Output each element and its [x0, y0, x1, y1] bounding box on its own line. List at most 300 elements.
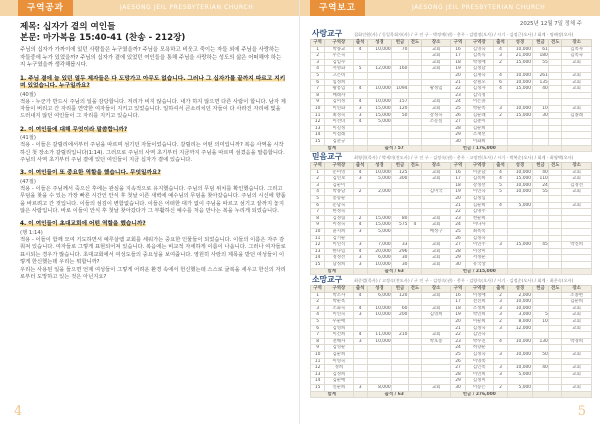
table-cell: 3 [493, 105, 507, 112]
table-cell: 22 [451, 209, 465, 216]
question-4-answer: 적용 - 이들이 함께 모여 기도하면서 예루살렘 교회를 세워가는 중요한 인물들이 되었습니다. 이들의 이름은 자주 감춰져 있습니다. 여자들로 그렇게 표현되어져 있습니다. 복음에는 비교적 자세하게 이름이 나옵니다. 그러나 여자들로 표시되는 경우가 많습니다. 초대교회에서 여성도들의 중요성을 보여줍니다. 영원히 사랑의 제목을 받던 여성들이 이렇게 한신했는데 우리는 뭐합니까? [20, 236, 286, 266]
table-cell: 5,000 [367, 119, 391, 126]
table-cell: 5 [493, 182, 507, 189]
table-cell: 김순희 [325, 351, 353, 358]
column-header: 헌금 [392, 163, 409, 170]
table-cell: 1 [311, 46, 325, 53]
district-report-table [310, 285, 592, 398]
table-cell [532, 358, 549, 365]
table-cell [408, 325, 421, 332]
table-cell [353, 53, 367, 60]
table-cell: 30 [451, 138, 465, 145]
table-cell: 교회 [562, 59, 592, 66]
table-cell: 서명화 [325, 66, 353, 73]
table-cell: 교회 [421, 305, 451, 312]
table-cell [408, 202, 421, 209]
table-cell: 고은비 [325, 72, 353, 79]
table-cell [549, 312, 562, 319]
table-cell: 3 [493, 312, 507, 319]
table-cell: 4 [493, 176, 507, 183]
table-cell: 13 [311, 125, 325, 132]
table-cell [508, 345, 532, 352]
table-cell: 1 [311, 292, 325, 299]
table-cell: 17 [451, 299, 465, 306]
district-report-table [310, 39, 592, 152]
question-2-text: 2. 이 여인들에 대해 무엇이라 말씀합니까? [20, 126, 128, 133]
table-cell: 교회 [562, 318, 592, 325]
question-1-answer: 적용 - 누군가 반드시 주님의 일을 감당합니다. 저리가 비지 않습니다. 내가 하지 않으면 다른 사람이 합니다. 남자 제자들이 버리고 간 자리를 연약한 여자들이 지키고 있었습니다. 일하셔서 큰소리치던 자들이 다 사라진 자리에 빛을 드러내지 않던 여인들이 그 자리를 지키고 있습니다. [20, 98, 286, 120]
table-cell: 3 [353, 242, 367, 249]
table-cell: 1094 [392, 86, 409, 93]
table-cell [493, 99, 507, 106]
table-cell: 10,000 [367, 99, 391, 106]
sermon-closing: 우리는 사용된 일을 들으면 언제 여성들이 그렇게 어려운 환경 속에서 헌신했는데 스스로 굴복을 세우고 한신의 자리로부터 도망하고 있는 것은 아닌지요? [20, 266, 286, 280]
table-cell [367, 59, 391, 66]
table-cell: 28 [451, 248, 465, 255]
table-cell [549, 325, 562, 332]
table-cell: 1 [311, 169, 325, 176]
table-cell: 5,000 [367, 176, 391, 183]
column-header: 구역장 [325, 40, 353, 47]
table-cell [392, 325, 409, 332]
table-cell [353, 202, 367, 209]
table-cell: 김정림 [325, 215, 353, 222]
table-cell: 11,000 [367, 332, 391, 339]
table-cell [532, 195, 549, 202]
table-cell: 12,000 [508, 325, 532, 332]
table-cell [493, 378, 507, 385]
table-cell [493, 66, 507, 73]
table-cell [408, 242, 421, 249]
table-cell: 3 [353, 255, 367, 262]
table-cell [353, 79, 367, 86]
table-cell: 14 [311, 378, 325, 385]
table-cell: 9 [311, 222, 325, 229]
question-4-text: 4. 이 여인들이 초대교회에 어떤 역할을 했습니까? [20, 221, 146, 228]
table-cell [549, 299, 562, 306]
column-header: 구역장 [325, 286, 353, 293]
table-cell [493, 125, 507, 132]
table-cell [562, 92, 592, 99]
table-cell [353, 345, 367, 352]
table-cell [493, 345, 507, 352]
table-cell [532, 305, 549, 312]
table-cell [493, 358, 507, 365]
table-cell [367, 138, 391, 145]
table-cell: 배례자 [325, 92, 353, 99]
table-cell [353, 235, 367, 242]
right-page [300, 0, 600, 424]
table-cell [493, 332, 507, 339]
table-cell: 10,000 [508, 169, 532, 176]
table-cell: 2,000 [508, 292, 532, 299]
table-cell [367, 125, 391, 132]
table-cell: 19 [451, 189, 465, 196]
table-cell [367, 209, 391, 216]
column-header: 구역 [451, 163, 465, 170]
table-cell [508, 125, 532, 132]
table-cell [353, 125, 367, 132]
table-cell [562, 332, 592, 339]
table-cell: 교회 [562, 371, 592, 378]
column-header: 헌금 [532, 286, 549, 293]
table-cell [408, 345, 421, 352]
table-cell: 18 [451, 305, 465, 312]
district-staff: 최준렬(목사) / 고정숙(전도사) / 구 인 구 · 김정숙(권) · 총무 · 김양숙(오사) / 시기 · 김정순(오사) / 회계 · 최은숙(오사) [354, 278, 574, 283]
total-cell: 합계 [311, 268, 354, 275]
table-cell [508, 248, 532, 255]
table-cell [392, 202, 409, 209]
table-cell: 3 [311, 305, 325, 312]
table-cell [532, 99, 549, 106]
table-cell [508, 235, 532, 242]
table-cell [367, 182, 391, 189]
table-row [311, 305, 592, 312]
table-cell [392, 358, 409, 365]
table-cell: 26 [451, 358, 465, 365]
table-cell [532, 384, 549, 391]
table-cell: 19 [451, 66, 465, 73]
table-cell [421, 182, 451, 189]
table-cell: 교회 [421, 242, 451, 249]
table-cell: 4 [353, 292, 367, 299]
table-cell [408, 209, 421, 216]
table-cell [562, 261, 592, 268]
table-cell [508, 138, 532, 145]
table-cell: 29 [451, 132, 465, 139]
table-row [311, 66, 592, 73]
table-cell: 28 [451, 125, 465, 132]
table-cell: 3 [493, 325, 507, 332]
table-cell: 200 [392, 312, 409, 319]
table-cell: 4 [353, 169, 367, 176]
column-header: 구역 [311, 40, 325, 47]
table-cell [508, 255, 532, 262]
column-header: 장소 [562, 163, 592, 170]
question-2-answer: 적용 - 이들은 갈릴리에서부터 주님을 따르며 섬기던 자들이었습니다. 갈릴리는 어떤 의미입니까? 복음 사역을 시작하신 첫 장소가 갈릴리입니다(1:14). 그러므로 주님의 사역 초기부터 지금까지 주님을 따르며 섬겼음을 말씀합니다. 주님의 사역 초기부터 주님 곁에 있던 여인들이 지금 십자가 곁에 있습니다. [20, 142, 285, 164]
table-cell: 50 [392, 112, 409, 119]
table-cell: 남정희 [325, 261, 353, 268]
table-cell: 교회 [421, 53, 451, 60]
table-cell: 조종현 [562, 292, 592, 299]
table-cell [508, 209, 532, 216]
table-cell [392, 119, 409, 126]
table-cell [392, 53, 409, 60]
table-cell [408, 365, 421, 372]
table-cell [353, 209, 367, 216]
table-cell: 13 [311, 371, 325, 378]
table-cell: 이정애 [465, 292, 493, 299]
table-cell: 김정미 [465, 378, 493, 385]
table-cell: 11 [311, 358, 325, 365]
column-header: 전도 [408, 40, 421, 47]
table-cell: 7 [311, 332, 325, 339]
table-cell: 9 [311, 99, 325, 106]
table-cell [549, 195, 562, 202]
table-cell [421, 378, 451, 385]
column-header: 장소 [562, 286, 592, 293]
table-cell [408, 378, 421, 385]
table-cell: 김정자 [465, 86, 493, 93]
table-cell: 이영옥 [465, 358, 493, 365]
table-cell: 2 [311, 53, 325, 60]
table-cell: 60 [392, 305, 409, 312]
question-1-text: 1. 주님 곁에 늘 있던 열두 제자들은 다 도망가고 아무도 없습니다. 그러나 그 십자가를 끝까지 따르고 지키며 있었습니다. 누구일까요? [20, 75, 286, 90]
total-cell [508, 391, 532, 398]
table-cell [549, 169, 562, 176]
table-cell [392, 59, 409, 66]
table-cell [549, 292, 562, 299]
table-cell: 8,000 [367, 384, 391, 391]
table-cell [392, 209, 409, 216]
question-3 [20, 170, 286, 177]
table-cell [367, 79, 391, 86]
table-cell [367, 299, 391, 306]
table-cell [421, 358, 451, 365]
table-cell: 7 [311, 86, 325, 93]
table-cell: 천순희 [465, 215, 493, 222]
table-cell: 김미국 [421, 189, 451, 196]
table-cell: 14 [311, 132, 325, 139]
table-cell: 강정숙 [421, 112, 451, 119]
table-cell: 17 [451, 53, 465, 60]
table-row [311, 79, 592, 86]
table-cell [367, 378, 391, 385]
table-cell: 25 [451, 105, 465, 112]
table-cell: 4 [493, 169, 507, 176]
total-cell: 합계 [311, 145, 354, 152]
table-cell: 10 [311, 351, 325, 358]
table-cell [392, 299, 409, 306]
table-cell [493, 228, 507, 235]
table-cell: 120 [392, 292, 409, 299]
table-cell: 우은숙 [325, 53, 353, 60]
table-cell: 3 [493, 371, 507, 378]
table-cell: 김복희 [465, 176, 493, 183]
table-row [311, 261, 592, 268]
table-cell [392, 79, 409, 86]
table-cell: 10,000 [508, 182, 532, 189]
district-table-love [310, 28, 592, 152]
district-heading [310, 274, 592, 285]
question-4-ref: (행 1:14) [20, 229, 43, 236]
table-cell: 33 [392, 242, 409, 249]
table-cell [392, 378, 409, 385]
total-cell [562, 391, 592, 398]
table-cell: 10,000 [367, 261, 391, 268]
table-row [311, 365, 592, 372]
table-cell: 10,000 [508, 365, 532, 372]
table-cell: 10,000 [508, 299, 532, 306]
table-cell: 6 [493, 79, 507, 86]
table-cell: 22 [451, 86, 465, 93]
table-cell [549, 318, 562, 325]
table-cell [549, 53, 562, 60]
table-cell: 이영숙 [325, 358, 353, 365]
table-cell: 5 [311, 72, 325, 79]
table-cell: 160 [392, 66, 409, 73]
table-cell: 300 [392, 176, 409, 183]
table-cell: 김옥자 [562, 46, 592, 53]
table-cell: 16 [451, 46, 465, 53]
column-header: 헌금 [392, 286, 409, 293]
table-cell: 4 [408, 222, 421, 229]
table-cell [508, 222, 532, 229]
table-cell: 3 [493, 365, 507, 372]
table-cell: 3 [353, 312, 367, 319]
table-cell: 김정남 [465, 66, 493, 73]
table-cell: 김순희 [465, 202, 493, 209]
table-cell [421, 202, 451, 209]
table-cell [408, 292, 421, 299]
table-cell [508, 195, 532, 202]
table-cell [549, 92, 562, 99]
table-cell: 10,000 [367, 305, 391, 312]
table-cell [549, 235, 562, 242]
table-cell: 교회 [562, 72, 592, 79]
table-cell [421, 209, 451, 216]
column-header: 구역장 [325, 163, 353, 170]
table-cell [493, 248, 507, 255]
table-cell [549, 119, 562, 126]
table-cell: 3 [353, 176, 367, 183]
column-header: 구역 [311, 286, 325, 293]
table-cell: 55 [532, 189, 549, 196]
table-cell: 10,000 [508, 46, 532, 53]
table-cell: 교회 [562, 312, 592, 319]
table-cell: 강정선 [465, 182, 493, 189]
table-cell: 30 [392, 261, 409, 268]
table-cell: 130 [532, 338, 549, 345]
table-cell: 교회 [421, 384, 451, 391]
table-cell [508, 99, 532, 106]
table-cell [549, 132, 562, 139]
table-cell [408, 255, 421, 262]
table-cell [408, 79, 421, 86]
table-cell: 박진희 [562, 242, 592, 249]
table-cell [408, 119, 421, 126]
table-cell: 120 [392, 105, 409, 112]
table-cell [367, 358, 391, 365]
table-cell [408, 299, 421, 306]
table-row [311, 202, 592, 209]
table-row [311, 222, 592, 229]
table-cell: 3 [353, 338, 367, 345]
table-cell [493, 132, 507, 139]
table-cell: 5,000 [508, 384, 532, 391]
table-cell: 최정숙 [325, 112, 353, 119]
table-cell: 교회 [562, 79, 592, 86]
table-cell: 박호봉 [421, 338, 451, 345]
table-cell: 4 [311, 66, 325, 73]
table-cell [532, 299, 549, 306]
district-staff: 집회인원(사) / 동일목회자(사) / 구 인 구 · 박정예(권) · 총무 · 김범정(오사) / 시기 · 김정근(오사) / 회계 · 명배정(오사) [354, 32, 574, 37]
table-cell [421, 138, 451, 145]
table-cell: 10,000 [508, 338, 532, 345]
table-cell: 20 [451, 318, 465, 325]
table-cell: 김영숙 [465, 46, 493, 53]
table-cell [562, 248, 592, 255]
table-cell: 15,000 [508, 59, 532, 66]
table-cell: 26 [451, 235, 465, 242]
table-cell: 박순옥 [325, 299, 353, 306]
table-row [311, 378, 592, 385]
table-cell: 2 [353, 215, 367, 222]
table-cell: 김영희 [325, 325, 353, 332]
table-cell: 4 [353, 119, 367, 126]
table-cell: 김연보 [325, 176, 353, 183]
table-cell [353, 59, 367, 66]
table-cell: 6,000 [367, 292, 391, 299]
table-cell [421, 318, 451, 325]
table-row [311, 345, 592, 352]
table-cell [392, 228, 409, 235]
table-cell: 22 [451, 332, 465, 339]
table-cell: 12 [311, 365, 325, 372]
table-cell: 125 [392, 169, 409, 176]
table-cell: 이상미 [465, 248, 493, 255]
table-cell: 서정순 [465, 255, 493, 262]
table-cell: 한정숙 [325, 209, 353, 216]
table-cell [392, 72, 409, 79]
table-row [311, 228, 592, 235]
table-cell: 이연석 [325, 242, 353, 249]
table-cell: 4 [353, 332, 367, 339]
table-cell: 조화숙 [325, 305, 353, 312]
table-cell: 허향순 [465, 345, 493, 352]
table-cell: 강필모 [465, 79, 493, 86]
column-header: 출석 [493, 40, 507, 47]
table-cell: 19 [451, 312, 465, 319]
table-cell: 이승은 [465, 384, 493, 391]
table-cell [508, 228, 532, 235]
table-cell: 4 [493, 46, 507, 53]
table-cell [408, 332, 421, 339]
table-cell: 이연숙 [465, 189, 493, 196]
table-cell: 20,000 [367, 248, 391, 255]
column-header: 성경 [508, 40, 532, 47]
table-cell [367, 345, 391, 352]
table-cell: 김종례 [562, 112, 592, 119]
table-cell: 15,000 [367, 105, 391, 112]
table-cell [408, 318, 421, 325]
table-cell [562, 138, 592, 145]
table-cell: 4 [353, 99, 367, 106]
column-header: 장소 [421, 286, 451, 293]
table-cell: 3 [311, 182, 325, 189]
table-cell [367, 325, 391, 332]
table-cell: 교회 [562, 169, 592, 176]
table-cell [493, 215, 507, 222]
column-header: 헌금 [532, 40, 549, 47]
column-header: 구역장 [465, 163, 493, 170]
table-cell [367, 72, 391, 79]
question-3-ref: (47절) [20, 178, 36, 185]
table-row [311, 119, 592, 126]
table-cell [353, 378, 367, 385]
table-cell: 10,000 [367, 169, 391, 176]
table-cell: 9 [311, 345, 325, 352]
table-cell: 6 [311, 202, 325, 209]
table-cell: 조문실 [421, 119, 451, 126]
table-cell [549, 46, 562, 53]
table-cell: 4 [353, 305, 367, 312]
table-cell [421, 125, 451, 132]
table-cell: 3 [353, 261, 367, 268]
table-cell: 27 [451, 365, 465, 372]
table-cell [532, 92, 549, 99]
question-1-ref: (40절) [20, 91, 36, 98]
